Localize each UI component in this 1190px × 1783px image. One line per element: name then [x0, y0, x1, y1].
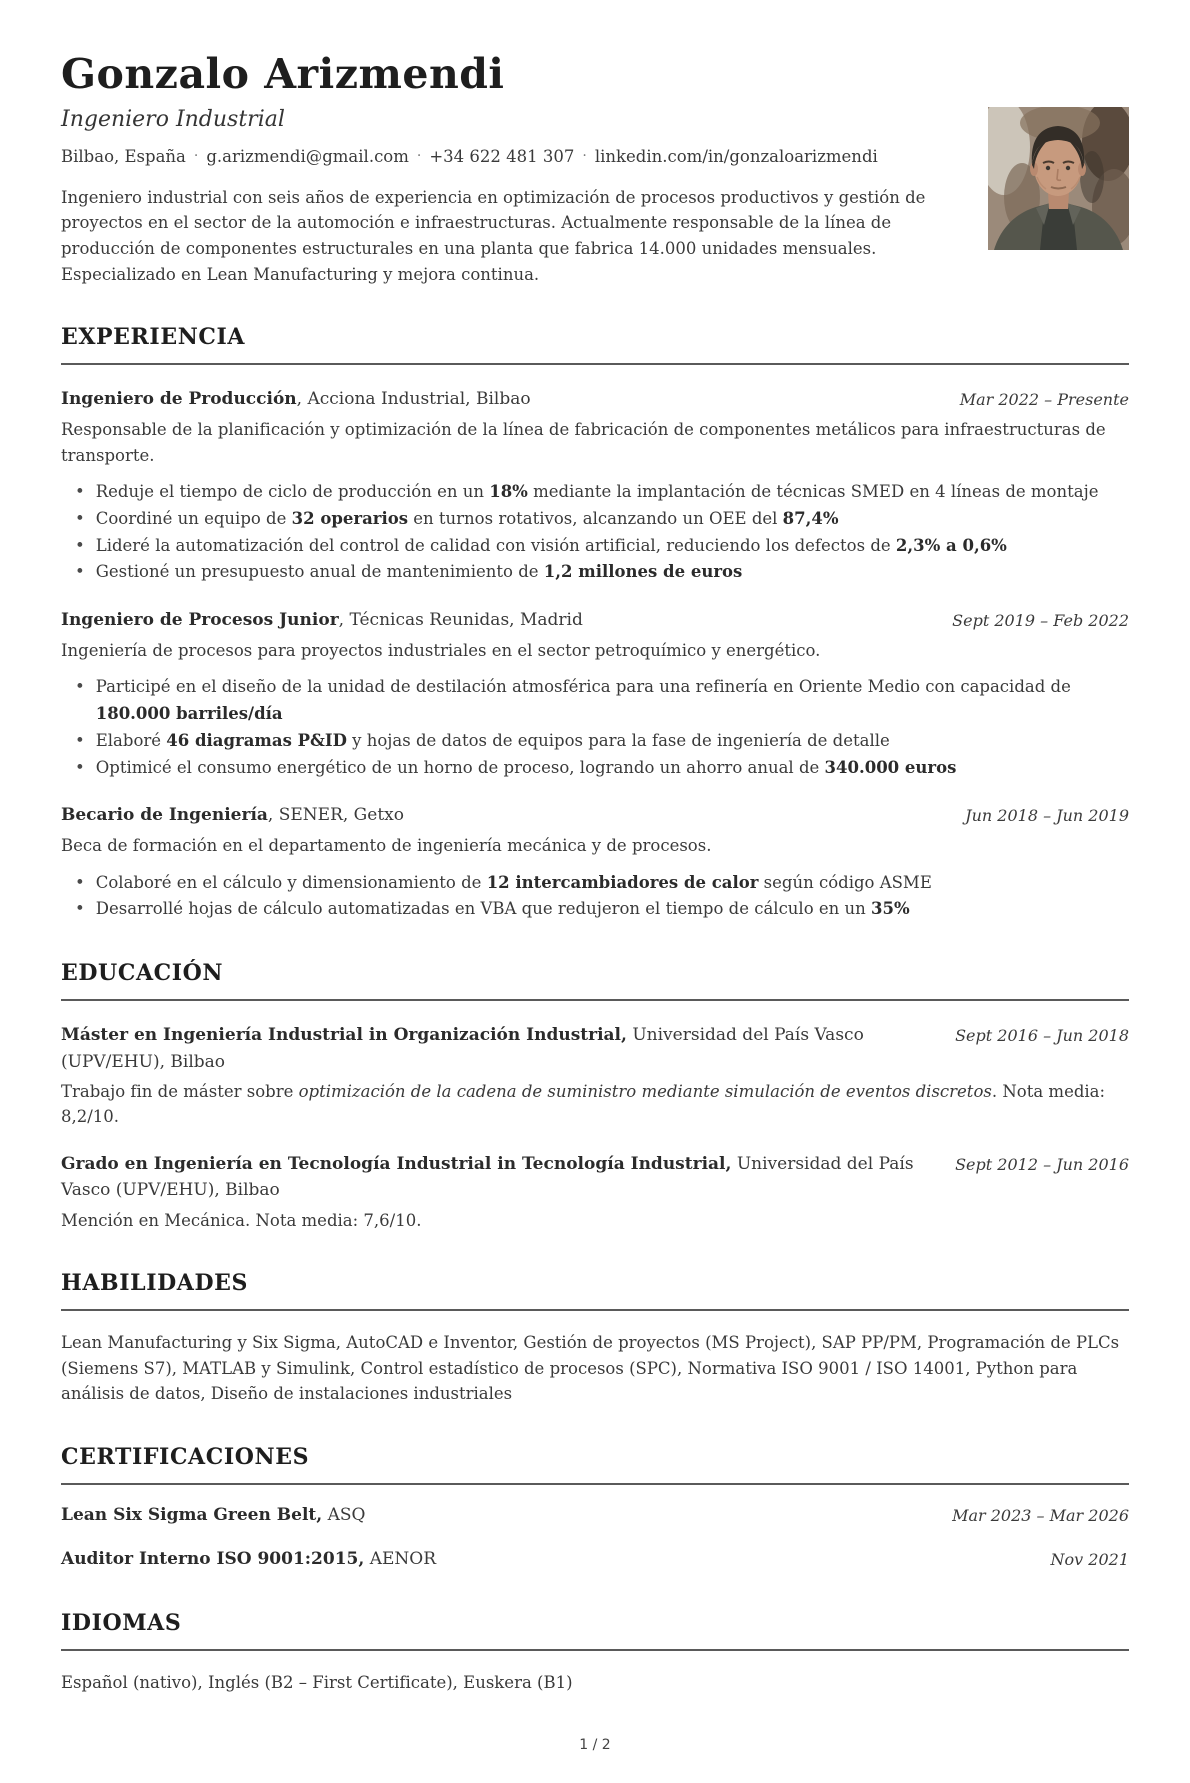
- bullet-item: [75, 559, 1129, 586]
- education-description: Mención en Mecánica. Nota media: 7,6/10.: [61, 1210, 422, 1230]
- section-heading-habilidades: HABILIDADES: [61, 1270, 248, 1297]
- section-rule: [61, 999, 1129, 1001]
- bullet-glyph: •: [75, 562, 85, 582]
- bullet-glyph: •: [75, 677, 85, 697]
- job-dates: Jun 2018 – Jun 2019: [965, 806, 1129, 826]
- bullet-item: [75, 674, 1129, 727]
- dot-separator: ·: [582, 148, 587, 165]
- person-name: Gonzalo Arizmendi: [61, 50, 505, 98]
- section-idiomas: [61, 1573, 1129, 1696]
- job-entry-head: [61, 802, 1129, 829]
- section-heading-certificaciones: CERTIFICACIONES: [61, 1444, 310, 1471]
- contact-location: Bilbao, España: [61, 147, 186, 167]
- certification-title-line: Lean Six Sigma Green Belt, ASQ: [61, 1505, 366, 1526]
- languages-paragraph: Español (nativo), Inglés (B2 – First Certificate), Euskera (B1): [61, 1672, 573, 1692]
- bullet-glyph: •: [75, 757, 85, 777]
- bullet-item: [75, 755, 1129, 782]
- job-description: Beca de formación en el departamento de ingeniería mecánica y de procesos.: [61, 836, 712, 856]
- section-habilidades: [61, 1233, 1129, 1407]
- certification-entry-head: [61, 1546, 1129, 1573]
- job-entry: [61, 607, 1129, 781]
- bullet-item: [75, 533, 1129, 560]
- education-entry-head: [61, 1151, 1129, 1204]
- education-title-line: Grado en Ingeniería en Tecnología Industrial in Tecnología Industrial, Universidad del País Vasco (UPV/EHU), Bilbao: [61, 1154, 914, 1201]
- bullet-glyph: •: [75, 508, 85, 528]
- section-heading-idiomas: IDIOMAS: [61, 1609, 182, 1636]
- certification-entry: [61, 1546, 1129, 1573]
- job-bullet-list: [61, 674, 1129, 781]
- bullet-item: [75, 870, 1129, 897]
- bullet-text: Elaboré 46 diagramas P&ID y hojas de datos de equipos para la fase de ingeniería de detalle: [95, 730, 890, 750]
- education-entry: [61, 1022, 1129, 1130]
- job-dates: Mar 2022 – Presente: [959, 390, 1129, 410]
- skills-paragraph: Lean Manufacturing y Six Sigma, AutoCAD e Inventor, Gestión de proyectos (MS Project), SAP PP/PM, Programación de PLCs (Siemens S7), MATLAB y Simulink, Control estadístico de procesos (SPC), Normativa ISO 9001 / ISO 14001, Python para análisis de datos, Diseño de instalaciones industriales: [61, 1333, 1120, 1404]
- bullet-item: [75, 506, 1129, 533]
- bullet-glyph: •: [75, 730, 85, 750]
- profile-photo: [988, 107, 1129, 250]
- certification-dates: Nov 2021: [1050, 1549, 1129, 1569]
- section-rule: [61, 363, 1129, 365]
- job-bullet-list: [61, 479, 1129, 586]
- job-title-line: Becario de Ingeniería, SENER, Getxo: [61, 805, 404, 826]
- education-description: Trabajo fin de máster sobre optimización de la cadena de suministro mediante simulación de eventos discretos. Nota media: 8,2/10.: [61, 1081, 1106, 1127]
- certification-entry: [61, 1502, 1129, 1529]
- bullet-text: Gestioné un presupuesto anual de mantenimiento de 1,2 millones de euros: [95, 562, 743, 582]
- person-job-title: Ingeniero Industrial: [61, 107, 285, 133]
- bullet-text: Participé en el diseño de la unidad de destilación atmosférica para una refinería en Oriente Medio con capacidad de 180.000 barriles/día: [95, 677, 1071, 724]
- education-dates: Sept 2016 – Jun 2018: [955, 1026, 1129, 1046]
- job-title-line: Ingeniero de Procesos Junior, Técnicas Reunidas, Madrid: [61, 610, 583, 631]
- section-rule: [61, 1483, 1129, 1485]
- summary-paragraph: Ingeniero industrial con seis años de experiencia en optimización de procesos productivos y gestión de proyectos en el sector de la automoción e infraestructuras. Actualmente responsable de la línea de producción de componentes estructurales en una planta que fabrica 14.000 unidades mensuales. Especializado en Lean Manufacturing y mejora continua.: [61, 187, 926, 284]
- profile-photo-illustration: [988, 107, 1129, 250]
- bullet-text: Desarrollé hojas de cálculo automatizadas en VBA que redujeron el tiempo de cálculo en un 35%: [95, 899, 910, 919]
- bullet-item: [75, 896, 1129, 923]
- bullet-text: Optimicé el consumo energético de un horno de proceso, logrando un ahorro anual de 340.000 euros: [95, 757, 957, 777]
- job-entry: [61, 386, 1129, 586]
- job-dates: Sept 2019 – Feb 2022: [952, 611, 1129, 631]
- section-experiencia: [61, 287, 1129, 923]
- education-entry-head: [61, 1022, 1129, 1075]
- bullet-text: Coordiné un equipo de 32 operarios en turnos rotativos, alcanzando un OEE del 87,4%: [95, 508, 839, 528]
- header-text-block: [61, 52, 962, 287]
- section-rule: [61, 1309, 1129, 1311]
- dot-separator: ·: [416, 148, 422, 165]
- certification-title-line: Auditor Interno ISO 9001:2015, AENOR: [61, 1548, 436, 1569]
- header: [61, 52, 1129, 287]
- contact-email[interactable]: g.arizmendi@gmail.com: [206, 147, 409, 167]
- contact-linkedin[interactable]: linkedin.com/in/gonzaloarizmendi: [594, 147, 878, 167]
- bullet-item: [75, 728, 1129, 755]
- section-educacion: [61, 923, 1129, 1233]
- job-entry-head: [61, 386, 1129, 413]
- section-heading-experiencia: EXPERIENCIA: [61, 324, 246, 351]
- job-description: Ingeniería de procesos para proyectos industriales en el sector petroquímico y energético.: [61, 640, 821, 660]
- education-dates: Sept 2012 – Jun 2016: [955, 1155, 1129, 1174]
- job-bullet-list: [61, 870, 1129, 923]
- certification-dates: Mar 2023 – Mar 2026: [952, 1506, 1129, 1526]
- contact-line: [61, 144, 962, 170]
- bullet-glyph: •: [75, 899, 85, 919]
- bullet-glyph: •: [75, 535, 85, 555]
- bullet-text: Reduje el tiempo de ciclo de producción en un 18% mediante la implantación de técnicas SMED en 4 líneas de montaje: [95, 482, 1099, 502]
- bullet-text: Lideré la automatización del control de calidad con visión artificial, reduciendo los defectos de 2,3% a 0,6%: [95, 535, 1007, 555]
- job-title-line: Ingeniero de Producción, Acciona Industrial, Bilbao: [61, 389, 531, 410]
- contact-phone: +34 622 481 307: [429, 147, 575, 167]
- education-title-line: Máster en Ingeniería Industrial in Organización Industrial, Universidad del País Vasco (UPV/EHU), Bilbao: [61, 1025, 864, 1072]
- section-rule: [61, 1649, 1129, 1651]
- certification-entry-head: [61, 1502, 1129, 1529]
- section-certificaciones: [61, 1407, 1129, 1573]
- bullet-text: Colaboré en el cálculo y dimensionamiento de 12 intercambiadores de calor según código ASME: [95, 872, 932, 892]
- bullet-glyph: •: [75, 872, 85, 892]
- section-heading-educacion: EDUCACIÓN: [61, 960, 224, 987]
- education-entry: [61, 1151, 1129, 1233]
- job-entry: [61, 802, 1129, 923]
- bullet-item: [75, 479, 1129, 506]
- page-number-indicator: 1 / 2: [579, 1737, 611, 1754]
- job-description: Responsable de la planificación y optimización de la línea de fabricación de componentes metálicos para infraestructuras de transporte.: [61, 420, 1106, 465]
- bullet-glyph: •: [75, 482, 85, 502]
- dot-separator: ·: [193, 148, 199, 165]
- job-entry-head: [61, 607, 1129, 634]
